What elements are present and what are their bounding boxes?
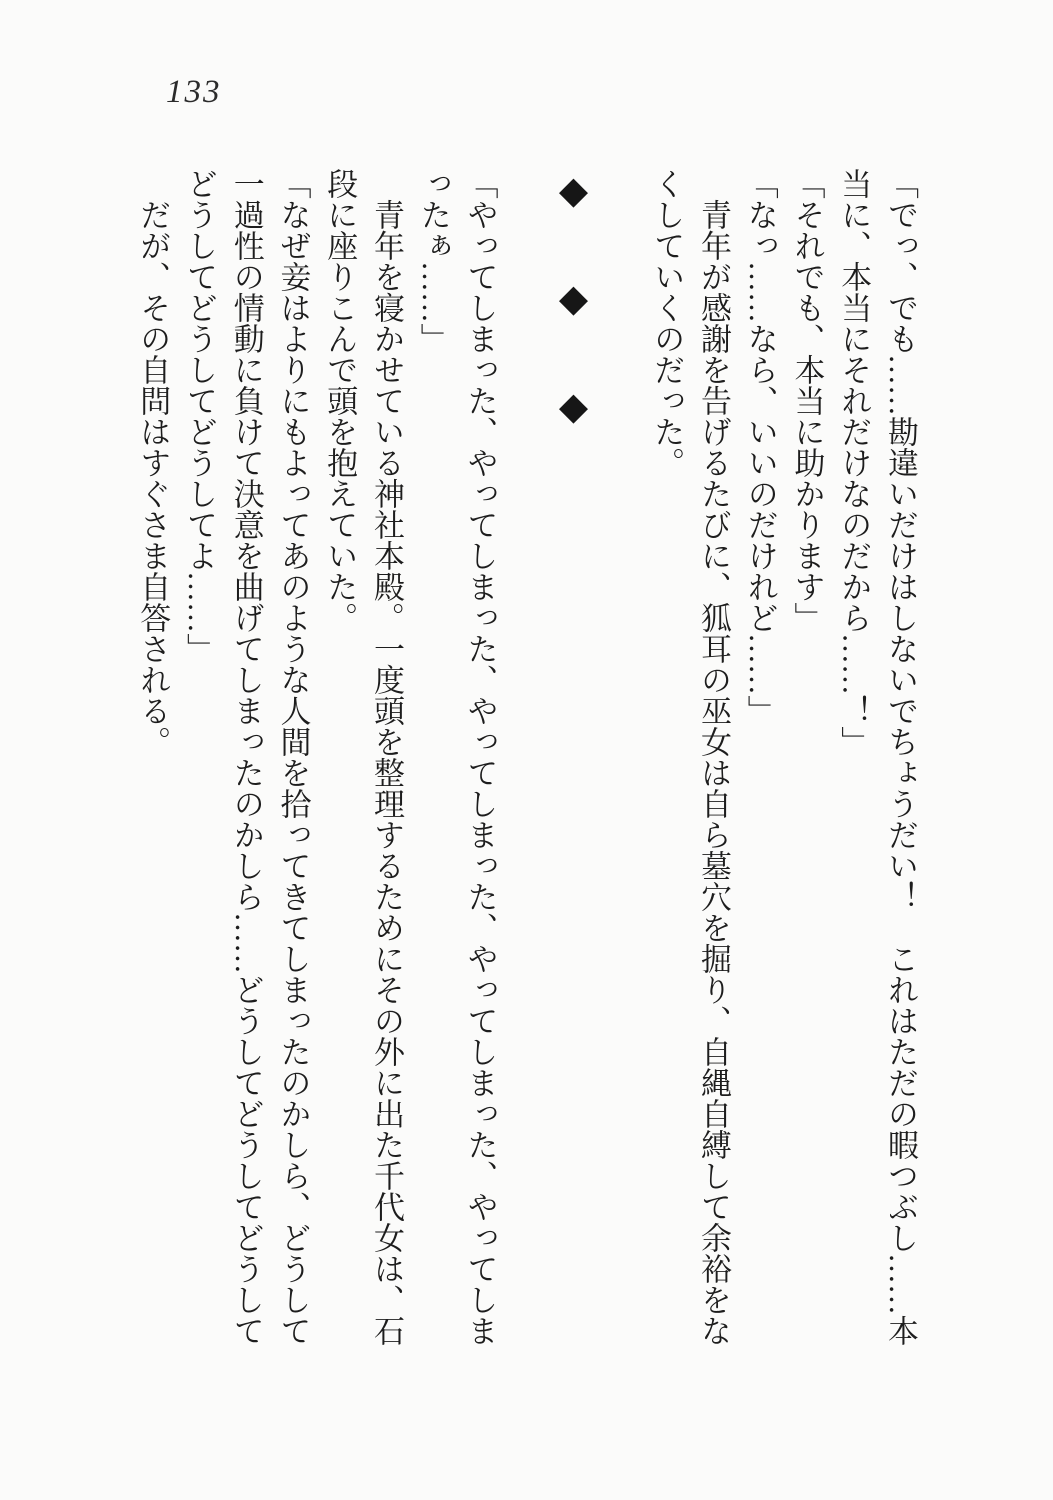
section-divider [503, 168, 643, 1348]
paragraph-dialogue: 「でっ、でも……勘違いだけはしないでちょうだい！ これはただの暇つぶし……本当に、本当にそれだけなのだから……！」 [836, 168, 918, 1346]
paragraph-dialogue: 「やってしまった、やってしまった、やってしまった、やってしまった、やってしまったぁ……」 [415, 168, 498, 1346]
paragraph-dialogue: 「なぜ妾はよりにもよってあのような人間を拾ってきてしまったのかしら、どうして一過性の情動に負けて決意を曲げてしまったのかしら……どうしてどうしてどうしてどうしてどうしてどうしてよ……」 [182, 168, 311, 1346]
diamond-divider-icon: ◆ ◆ ◆ [551, 168, 594, 441]
paragraph-dialogue: 「なっ……なら、いいのだけれど……」 [742, 168, 778, 726]
paragraph-dialogue: 「それでも、本当に助かります」 [789, 168, 825, 633]
novel-text-block [128, 168, 923, 1348]
paragraph-narration: 青年が感謝を告げるたびに、狐耳の巫女は自ら墓穴を掘り、自縄自縛して余裕をなくしていくのだった。 [649, 168, 731, 1346]
page-number: 133 [166, 74, 222, 110]
paragraph-narration: 青年を寝かせている神社本殿。一度頭を整理するためにその外に出た千代女は、石段に座りこんで頭を抱えていた。 [322, 168, 404, 1346]
paragraph-narration: だが、その自問はすぐさま自答される。 [135, 199, 171, 757]
